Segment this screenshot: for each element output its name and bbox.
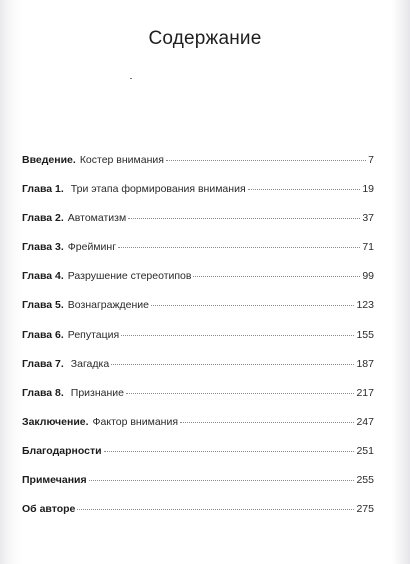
toc-entry-page: 217 xyxy=(356,386,374,399)
toc-entry-chapter-6 xyxy=(22,329,374,358)
dot-leader xyxy=(151,305,355,306)
toc-entry-title: Фрейминг xyxy=(67,241,117,254)
toc-entry-page: 275 xyxy=(356,503,374,516)
toc-entry-prefix: Введение. xyxy=(22,154,76,166)
toc-entry-prefix: Глава 6. xyxy=(22,328,64,341)
toc-entry-conclusion xyxy=(22,416,374,445)
toc-entry-page: 247 xyxy=(356,415,374,428)
toc-entry-title: Автоматизм xyxy=(67,212,127,225)
toc-entry-chapter-2 xyxy=(22,212,374,241)
toc-entry-title: Разрушение стереотипов xyxy=(67,270,192,283)
toc-entry-chapter-7 xyxy=(22,358,374,387)
toc-entry-page: 37 xyxy=(362,212,374,225)
toc-entry-chapter-3 xyxy=(22,241,374,270)
toc-entry-title: Вознаграждение xyxy=(67,299,149,312)
toc-entry-prefix: Заключение. xyxy=(22,415,89,428)
toc-entry-chapter-8 xyxy=(22,387,374,416)
toc-entry-prefix: Глава 7. xyxy=(22,357,64,370)
toc-entry-prefix: Глава 1. xyxy=(22,183,64,196)
dot-leader xyxy=(180,422,354,423)
toc-entry-prefix: Глава 3. xyxy=(22,241,64,254)
toc-entry-introduction xyxy=(22,154,374,183)
dot-leader xyxy=(128,218,360,219)
table-of-contents xyxy=(22,154,374,532)
toc-entry-prefix: Примечания xyxy=(22,474,87,487)
toc-entry-prefix: Глава 2. xyxy=(22,212,64,225)
toc-entry-page: 7 xyxy=(368,154,374,166)
dot-leader xyxy=(121,335,354,336)
dot-leader xyxy=(89,480,355,481)
toc-entry-page: 19 xyxy=(362,183,374,196)
toc-entry-prefix: Глава 5. xyxy=(22,299,64,312)
toc-entry-page: 251 xyxy=(356,444,374,457)
toc-entry-title: Загадка xyxy=(70,357,110,370)
toc-entry-prefix: Глава 8. xyxy=(22,386,64,399)
toc-entry-acknowledgements xyxy=(22,445,374,474)
toc-entry-page: 155 xyxy=(356,328,374,341)
page-title: Содержание xyxy=(148,28,262,49)
dot-leader xyxy=(77,509,354,510)
toc-entry-prefix: Благодарности xyxy=(22,444,102,457)
toc-entry-prefix: Об авторе xyxy=(22,503,76,516)
toc-entry-title: Репутация xyxy=(67,328,120,341)
toc-entry-title: Три этапа формирования внимания xyxy=(70,183,246,196)
dot-leader xyxy=(118,247,360,248)
toc-entry-chapter-4 xyxy=(22,270,374,299)
dot-leader xyxy=(111,364,354,365)
toc-entry-title: Фактор внимания xyxy=(92,415,179,428)
toc-entry-page: 71 xyxy=(362,241,374,254)
toc-entry-page: 99 xyxy=(362,270,374,283)
dot-leader xyxy=(166,160,366,161)
dot-leader xyxy=(193,276,360,277)
toc-entry-page: 123 xyxy=(356,299,374,312)
toc-entry-prefix: Глава 4. xyxy=(22,270,64,283)
toc-entry-notes xyxy=(22,474,374,503)
dot-leader xyxy=(104,451,355,452)
toc-entry-page: 187 xyxy=(356,357,374,370)
toc-entry-chapter-5 xyxy=(22,299,374,328)
toc-entry-title: Костер внимания xyxy=(79,154,164,166)
toc-entry-page: 255 xyxy=(356,474,374,487)
dot-leader xyxy=(126,393,354,394)
toc-entry-chapter-1 xyxy=(22,183,374,212)
print-speck xyxy=(130,78,132,79)
toc-entry-title: Признание xyxy=(70,386,124,399)
toc-entry-about-author xyxy=(22,503,374,532)
dot-leader xyxy=(248,189,361,190)
